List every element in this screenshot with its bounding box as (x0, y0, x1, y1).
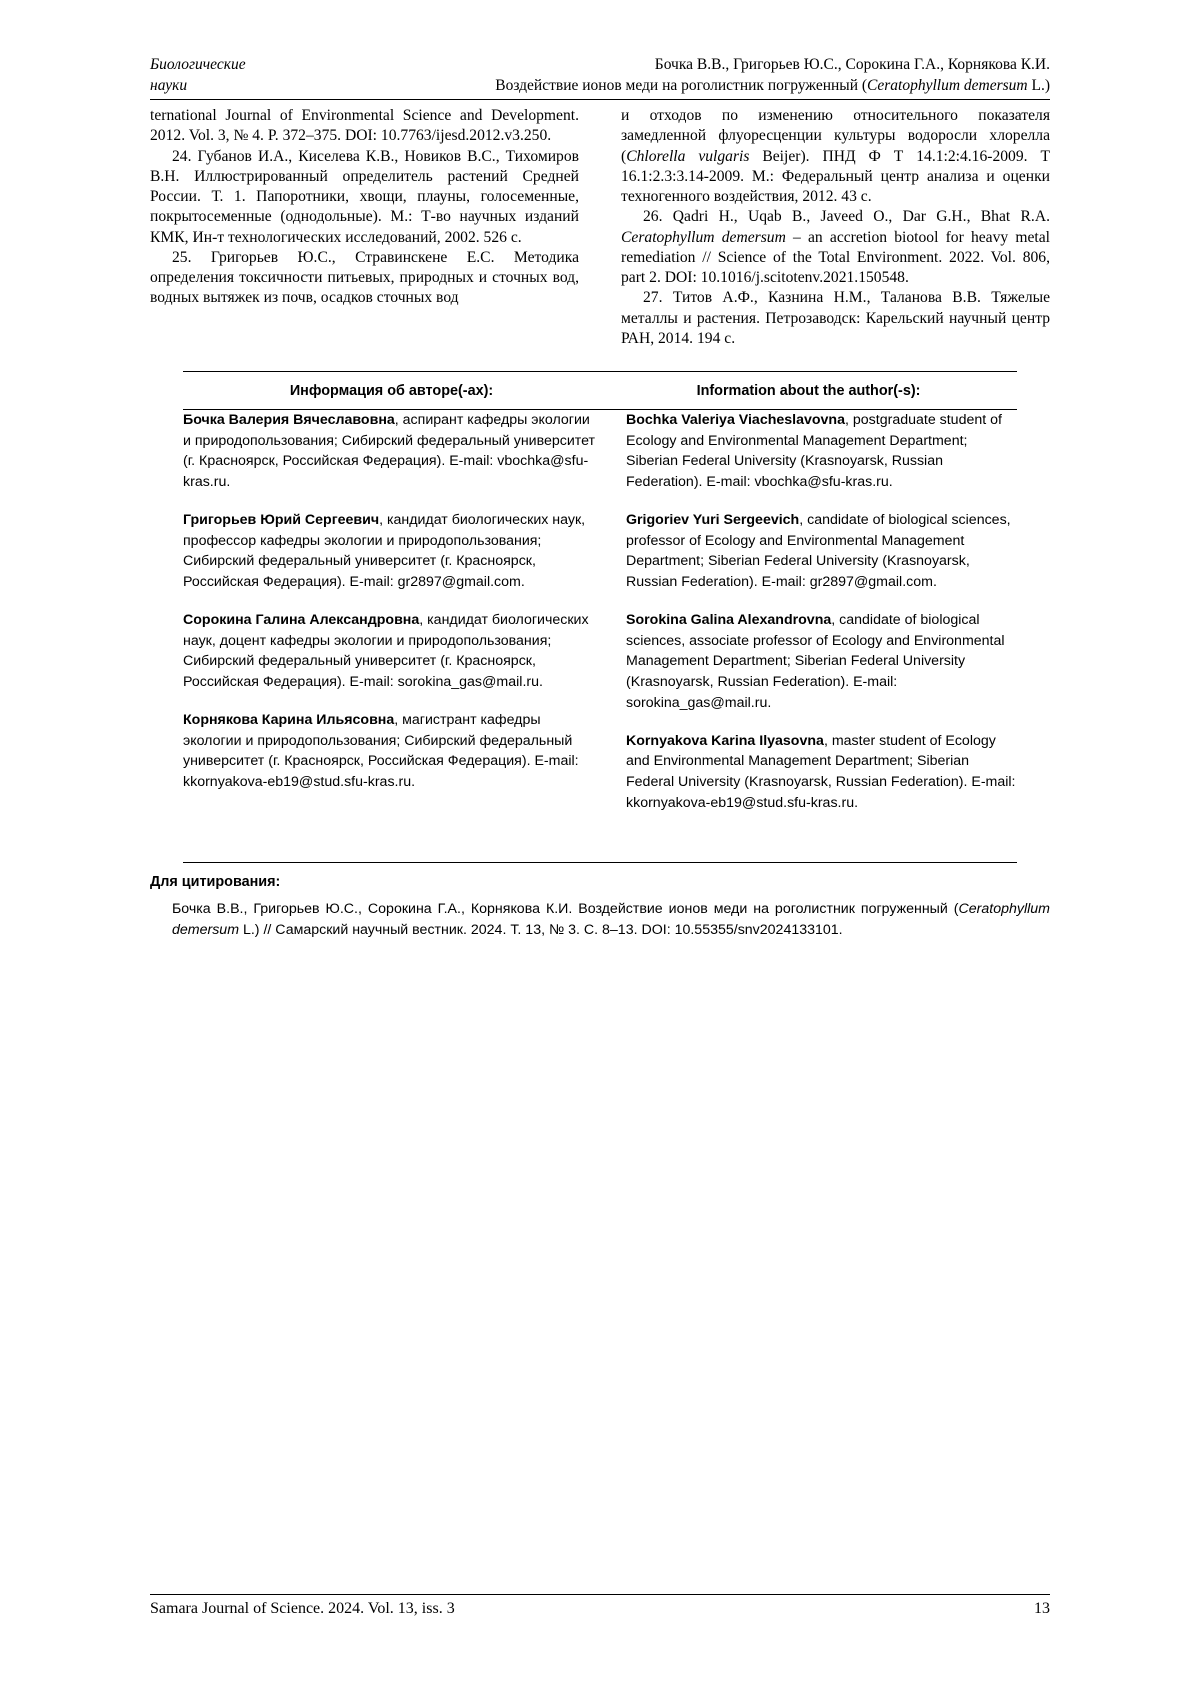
references-right-column (621, 106, 1050, 349)
author-entry (183, 410, 600, 493)
author-entry (626, 410, 1017, 493)
author-name: Григорьев Юрий Сергеевич (183, 511, 380, 528)
running-head-title-part1: Воздействие ионов меди на роголистник погруженный ( (495, 76, 868, 94)
reference-species-italic: Chlorella vulgaris (626, 147, 750, 165)
reference-item: ternational Journal of Environmental Science and Development. 2012. Vol. 3, № 4. P. 372–375. DOI: 10.7763/ijesd.2012.v3.250. (150, 107, 579, 145)
running-head-author-list: Бочка В.В., Григорьев Ю.С., Сорокина Г.А., Корнякова К.И. (654, 56, 1050, 73)
citation-part2: L.) // Самарский научный вестник. 2024. Т. 13, № 3. С. 8–13. DOI: 10.55355/snv2024133101. (239, 921, 843, 938)
table-header-ru: Информация об авторе(-ах): (183, 372, 600, 410)
author-entry (183, 710, 600, 793)
table-header-row (183, 372, 1017, 410)
reference-item (621, 106, 1050, 207)
author-name: Сорокина Галина Александровна (183, 611, 420, 628)
author-information-table (183, 371, 1017, 815)
author-name: Grigoriev Yuri Sergeevich (626, 511, 800, 528)
running-head-section (150, 55, 350, 97)
author-details: , аспирант кафедры экологии и природопользования; Сибирский федеральный университет (г. Красноярск, Российская Федерация). E-mail: vbochka@sfu-kras.ru. (183, 412, 596, 491)
citation-block (150, 874, 1050, 940)
running-head-title-part2: L.) (1027, 76, 1050, 94)
author-details: , кандидат биологических наук, профессор кафедры экологии и природопользования; Сибирский федеральный университет (г. Красноярск, Российская Федерация). E-mail: gr2897@gmail.com. (183, 511, 586, 591)
citation-text (150, 899, 1050, 940)
citation-title: Для цитирования: (150, 874, 281, 890)
reference-text-part1: и отходов по изменению относительного показателя замедленной флуоресценции культуры водоросли хлорелла ( (621, 107, 1050, 165)
author-details: , candidate of biological sciences, associate professor of Ecology and Environmental Management Department; Siberian Federal University (Krasnoyarsk, Russian Federation). E-mail: sorokina_gas@mail.ru. (626, 611, 1005, 711)
author-details: , master student of Ecology and Environmental Management Department; Siberian Federal University (Krasnoyarsk, Russian Federation). E-mail: kkornyakova-eb19@stud.sfu-kras.ru. (626, 732, 1016, 811)
author-entry (626, 510, 1017, 593)
author-entry (183, 510, 600, 593)
reference-item (621, 288, 1050, 349)
running-head-article-title (350, 76, 1050, 97)
author-name: Sorokina Galina Alexandrovna (626, 611, 832, 628)
reference-species-italic: Ceratophyllum demersum (621, 228, 786, 246)
author-details: , кандидат биологических наук, доцент кафедры экологии и природопользования; Сибирский федеральный университет (г. Красноярск, Российская Федерация). E-mail: sorokina_gas@mail.ru. (183, 611, 589, 691)
page-footer (150, 1600, 1050, 1618)
citation-species-italic: Ceratophyllum demersum (172, 901, 1050, 938)
reference-item: 25. Григорьев Ю.С., Стравинскене Е.С. Методика определения токсичности питьевых, природных и сточных вод, водных вытяжек из почв, осадков сточных вод (150, 248, 579, 307)
author-entry (626, 610, 1017, 714)
author-entry (183, 610, 600, 693)
footer-page-number: 13 (1034, 1600, 1050, 1617)
author-entry (626, 731, 1017, 814)
running-head (150, 55, 1050, 97)
running-head-authors (350, 55, 1050, 97)
author-name: Kornyakova Karina Ilyasovna (626, 732, 824, 749)
references-left-column (150, 106, 579, 349)
citation-part1: Бочка В.В., Григорьев Ю.С., Сорокина Г.А., Корнякова К.И. Воздействие ионов меди на роголистник погруженный ( (172, 901, 959, 917)
reference-text-part1: 26. Qadri H., Uqab B., Javeed O., Dar G.H., Bhat R.A. (643, 208, 1050, 226)
running-head-section-line2: науки (150, 76, 188, 94)
running-head-section-line1: Биологические (150, 56, 246, 73)
reference-text-part1: 27. Титов А.Ф., Казнина Н.М., Таланова В.В. Тяжелые металлы и растения. Петрозаводск: Карельский научный центр РАН, 2014. 194 с. (621, 289, 1050, 347)
author-name: Бочка Валерия Вячеславовна (183, 412, 395, 428)
footer-rule (150, 1594, 1050, 1595)
reference-text-part2: Beijer). ПНД Ф Т 14.1:2:4.16-2009. Т 16.1:2.3:3.14-2009. М.: Федеральный центр анализа и оценки техногенного воздействия, 2012. 43 с. (621, 147, 1050, 206)
reference-item (621, 207, 1050, 288)
author-details: , candidate of biological sciences, professor of Ecology and Environmental Management Department; Siberian Federal University (Krasnoyarsk, Russian Federation). E-mail: gr2897@gmail.com. (626, 511, 1011, 591)
author-name: Bochka Valeriya Viacheslavovna (626, 412, 845, 428)
authors-cell-en (600, 410, 1017, 816)
author-details: , магистрант кафедры экологии и природопользования; Сибирский федеральный университет (г. Красноярск, Российская Федерация). E-mail: kkornyakova-eb19@stud.sfu-kras.ru. (183, 711, 579, 791)
footer-journal-title: Samara Journal of Science. 2024. Vol. 13, iss. 3 (150, 1600, 455, 1617)
author-details: , postgraduate student of Ecology and Environmental Management Department; Siberian Federal University (Krasnoyarsk, Russian Federation). E-mail: vbochka@sfu-kras.ru. (626, 412, 1002, 491)
table-bottom-rule (183, 862, 1017, 863)
authors-cell-ru (183, 410, 600, 816)
table-header-en: Information about the author(-s): (600, 372, 1017, 410)
header-rule (150, 99, 1050, 100)
references-columns (150, 106, 1050, 349)
table-row (183, 410, 1017, 816)
running-head-title-species: Ceratophyllum demersum (867, 76, 1028, 94)
reference-item: 24. Губанов И.А., Киселева К.В., Новиков В.С., Тихомиров В.Н. Иллюстрированный определитель растений Средней России. Т. 1. Папоротники, хвощи, плауны, голосеменные, покрытосеменные (однодольные). М.: Т-во научных изданий КМК, Ин-т технологических исследований, 2002. 526 с. (150, 147, 579, 246)
reference-text-part2: – an accretion biotool for heavy metal remediation // Science of the Total Environment. 2022. Vol. 806, part 2. DOI: 10.1016/j.scitotenv.2021.150548. (621, 228, 1050, 287)
author-name: Корнякова Карина Ильясовна (183, 711, 395, 728)
